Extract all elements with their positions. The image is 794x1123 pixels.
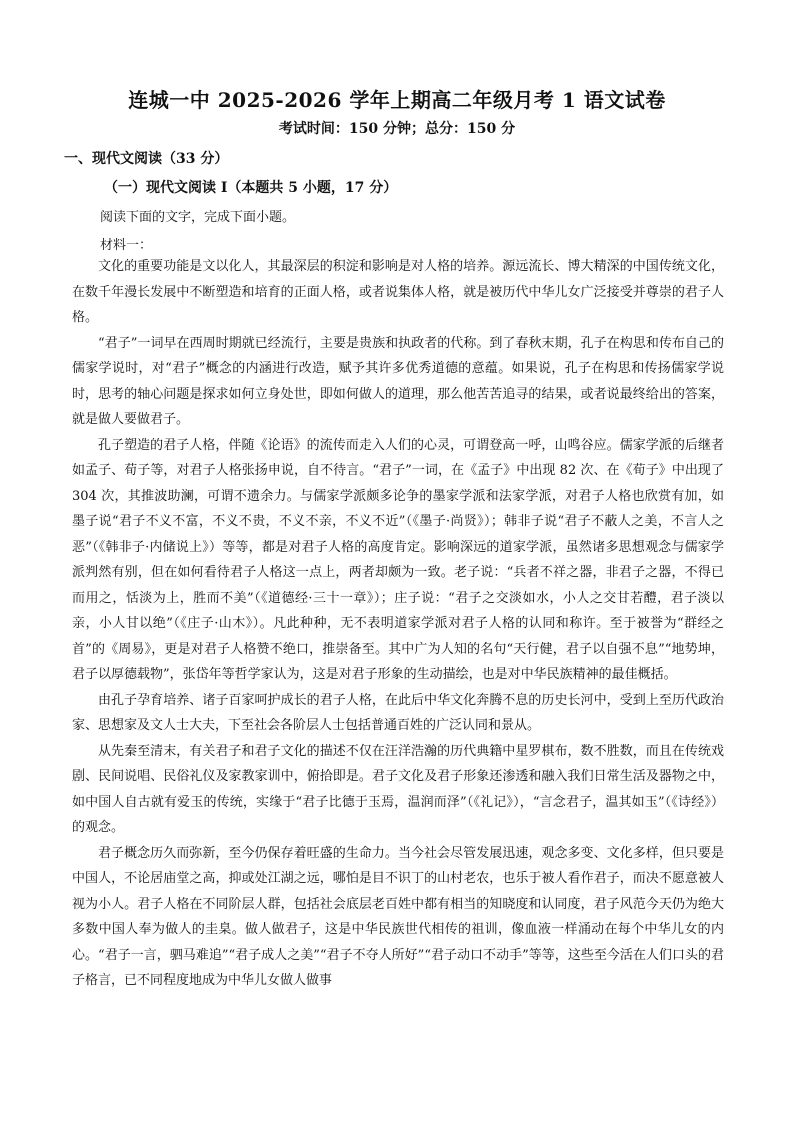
passage-paragraph: 从先秦至清末，有关君子和君子文化的描述不仅在汪洋浩瀚的历代典籍中星罗棋布，数不胜数，而且在传统戏剧、民间说唱、民俗礼仪及家教家训中，俯拾即是。君子文化及君子形象还渗透和融入我们日常生活及器物之中，如中国人自古就有爱玉的传统，实缘于“君子比德于玉焉，温润而泽”（《礼记》），“言念君子，温其如玉”（《诗经》）的观念。 — [72, 743, 724, 835]
material-label: 材料一： — [100, 238, 153, 253]
reading-passage — [72, 254, 724, 994]
passage-paragraph: 文化的重要功能是文以化人，其最深层的积淀和影响是对人格的培养。源远流长、博大精深的中国传统文化，在数千年漫长发展中不断塑造和培育的正面人格，或者说集体人格，就是被历代中华儿女广泛接受并尊崇的君子人格。 — [72, 259, 724, 325]
section-subheading: （一）现代文阅读 I（本题共 5 小题，17 分） — [104, 180, 398, 196]
passage-paragraph: “君子”一词早在西周时期就已经流行，主要是贵族和执政者的代称。到了春秋末期，孔子在构思和传布自己的儒家学说时，对“君子”概念的内涵进行改造，赋予其许多优秀道德的意蕴。如果说，孔子在构思和传扬儒家学说时，思考的轴心问题是探求如何立身处世，即如何做人的道理，那么他苦苦追寻的结果，或者说最终给出的答案，就是做人要做君子。 — [72, 335, 724, 427]
section-heading: 一、现代文阅读（33 分） — [64, 151, 229, 167]
exam-title: 连城一中 2025-2026 学年上期高二年级月考 1 语文试卷 — [128, 88, 666, 112]
passage-paragraph: 君子概念历久而弥新，至今仍保存着旺盛的生命力。当今社会尽管发展迅速，观念多变、文化多样，但只要是中国人，不论居庙堂之高，抑或处江湖之远，哪怕是目不识丁的山村老农，也乐于被人看作君子，而决不愿意被人视为小人。君子人格在不同阶层人群，包括社会底层老百姓中都有相当的知晓度和认同度，君子风范今天仍为绝大多数中国人奉为做人的圭臬。做人做君子，这是中华民族世代相传的祖训，像血液一样涌动在每个中华儿女的内心。“君子一言，驷马难追”“君子成人之美”“君子不夺人所好”“君子动口不动手”等等，这些至今活在人们口头的君子格言，已不同程度地成为中华儿女做人做事 — [72, 845, 724, 988]
passage-paragraph: 由孔子孕育培养、诸子百家呵护成长的君子人格，在此后中华文化奔腾不息的历史长河中，受到上至历代政治家、思想家及文人士大夫，下至社会各阶层人士包括普通百姓的广泛认同和景从。 — [72, 692, 724, 733]
reading-instruction: 阅读下面的文字，完成下面小题。 — [100, 210, 296, 225]
passage-paragraph: 孔子塑造的君子人格，伴随《论语》的流传而走入人们的心灵，可谓登高一呼，山鸣谷应。儒家学派的后继者如孟子、荀子等，对君子人格张扬申说，自不待言。“君子”一词，在《孟子》中出现 82 次、在《荀子》中出现了 304 次，其推波助澜，可谓不遗余力。与儒家学派颇多论争的墨家学派和法家学派，对君子人格也欣赏有加，如墨子说“君子不义不富，不义不贵，不义不亲，不义不近”（《墨子·尚贤》）；韩非子说“君子不蔽人之美，不言人之恶”（《韩非子·内储说上》）等等，都是对君子人格的高度肯定。影响深远的道家学派，虽然诸多思想观念与儒家学派判然有别，但在如何看待君子人格这一点上，两者却颇为一致。老子说：“兵者不祥之器，非君子之器，不得已而用之，恬淡为上，胜而不美”（《道德经·三十一章》）；庄子说：“君子之交淡如水，小人之交甘若醴，君子淡以亲，小人甘以绝”（《庄子·山木》）。凡此种种，无不表明道家学派对君子人格的认同和称许。至于被誉为“群经之首”的《周易》，更是对君子人格赞不绝口，推崇备至。其中广为人知的名句“天行健，君子以自强不息”“地势坤，君子以厚德载物”，张岱年等哲学家认为，这是对君子形象的生动描绘，也是对中华民族精神的最佳概括。 — [72, 437, 724, 682]
exam-subtitle: 考试时间：150 分钟；总分：150 分 — [278, 121, 516, 137]
